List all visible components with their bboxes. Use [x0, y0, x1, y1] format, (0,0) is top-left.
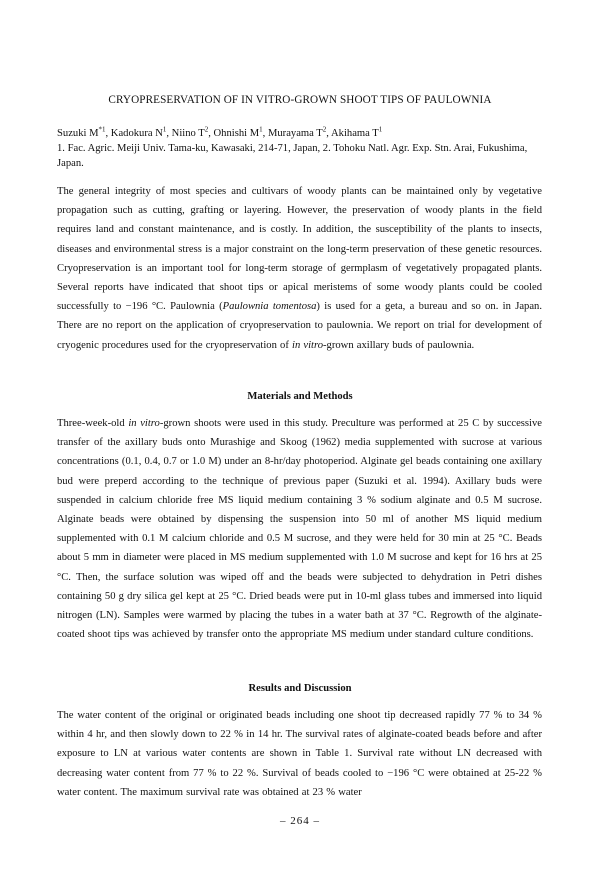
author-separator: ,	[262, 128, 268, 139]
author-separator: ,	[208, 128, 214, 139]
italic-term: in vitro	[292, 339, 324, 351]
intro-paragraph	[57, 182, 542, 355]
author-affiliation-mark: 1	[259, 125, 263, 134]
intro-text: -grown axillary buds of paulownia.	[323, 339, 475, 351]
intro-text: ) is used for a geta, a bureau and so on. in Japan. There are no report on the application of cryopreservation to paulownia. We report on trial for development of cryogenic procedures used for the cryopreservation of	[57, 301, 542, 351]
author-list	[57, 126, 547, 141]
methods-heading: Materials and Methods	[247, 391, 353, 402]
italic-term: in vitro	[128, 418, 160, 429]
page-number: – 264 –	[280, 815, 320, 827]
author-name: Murayama T	[267, 128, 323, 139]
author-affiliation-mark: 1	[378, 125, 383, 134]
methods-text: -grown shoots were used in this study. Preculture was performed at 25 C by successive transfer of the axillary buds onto Murashige and Skoog (1962) media supplemented with sucrose at various concentrations (0.1, 0.4, 0.7 or 1.0 M) under an 8-hr/day photoperiod. Alginate gel beads containing one axillary bud were preperd according to the technique of previous paper (Suzuki et al. 1994). Axillary buds were suspended in calcium chloride free MS liquid medium containing 3 % sodium alginate and 0.5 M sucrose. Alginate beads were obtained by dispensing the suspension into 50 ml of another MS liquid medium supplemented with 0.1 M calcium chloride and 0.5 M sucrose, and they were held for 30 min at 25 °C. Beads about 5 mm in diameter were placed in MS medium supplemented with 1.0 M sucrose and kept for 16 hrs at 25 °C. Then, the surface solution was wiped off and the beads were subjected to dehydration in Petri dishes containing 50 g dry silica gel kept at 25 °C. Dried beads were put in 10-ml glass tubes and immersed into liquid nitrogen (LN). Samples were warmed by placing the tubes in a water bath at 37 °C. Regrowth of the alginate-coated shoot tips was achieved by transfer onto the appropriate MS medium under standard culture conditions.	[57, 418, 542, 641]
author-separator: ,	[105, 128, 111, 139]
results-paragraph: The water content of the original or originated beads including one shoot tip decreased rapidly 77 % to 34 % within 4 hr, and then slowly down to 22 % in 14 hr. The survival rates of alginate-coated beads before and after exposure to LN at various water contents are shown in Table 1. Survival rate without LN decreased with decreasing water content from 77 % to 22 %. Survival of beads cooled to −196 °C were obtained at 25-22 % water content. The maximum survival rate was obtained at 23 % water	[57, 710, 542, 798]
author-name: Akihama T	[331, 128, 379, 139]
author-separator: ,	[326, 128, 331, 139]
author-name: Niino T	[171, 128, 205, 139]
author-affiliation-mark: 1	[162, 125, 167, 134]
methods-paragraph	[57, 414, 542, 644]
author-affiliation-mark: *1	[98, 125, 106, 134]
methods-text: Three-week-old	[57, 418, 129, 429]
author-name: Kadokura N	[110, 128, 163, 139]
paper-title: CRYOPRESERVATION OF IN VITRO-GROWN SHOOT TIPS OF PAULOWNIA	[108, 94, 492, 106]
author-name: Suzuki M	[57, 128, 99, 139]
results-heading: Results and Discussion	[248, 683, 352, 694]
species-name: Paulownia tomentosa	[222, 301, 317, 313]
author-affiliation-mark: 2	[204, 125, 209, 134]
author-name: Ohnishi M	[213, 128, 260, 139]
affiliations: 1. Fac. Agric. Meiji Univ. Tama-ku, Kawasaki, 214-71, Japan, 2. Tohoku Natl. Agr. Exp. Stn. Arai, Fukushima, Japan.	[57, 143, 528, 169]
author-affiliation-mark: 2	[322, 125, 327, 134]
author-separator: ,	[166, 128, 172, 139]
intro-text: The general integrity of most species and cultivars of woody plants can be maintained only by vegetative propagation such as cutting, grafting or layering. However, the preservation of woody plants in the field requires land and constant maintenance, and is costly. In addition, the susceptibility of the plants to insects, diseases and environmental stress is a major constraint on the long-term preservation of these genetic resources. Cryopreservation is an important tool for long-term storage of germplasm of vegetatively propagated plants. Several reports have indicated that shoot tips or apical meristems of some woody plants could be cooled successfully to −196 °C. Paulownia (	[57, 186, 542, 313]
